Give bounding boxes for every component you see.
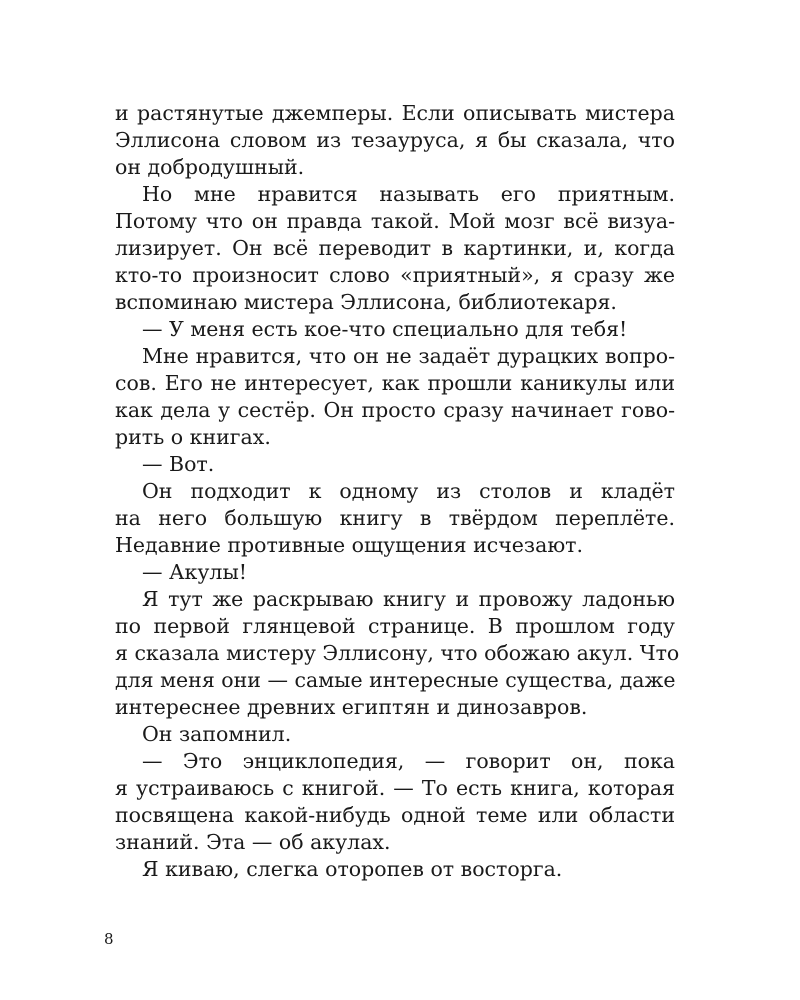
text-line: Потому что он правда такой. Мой мозг всё визуа- (115, 209, 675, 233)
text-line: — Вот. (142, 452, 215, 476)
text-line: Он подходит к одному из столов и кладёт (142, 479, 675, 503)
text-line: Мне нравится, что он не задаёт дурацких вопро- (142, 344, 675, 368)
body-text (115, 100, 680, 883)
text-line: знаний. Эта — об акулах. (115, 830, 391, 854)
text-line: Недавние противные ощущения исчезают. (115, 533, 584, 557)
text-line: интереснее древних египтян и динозавров. (115, 695, 588, 719)
text-line: Я тут же раскрываю книгу и провожу ладонью (142, 587, 675, 611)
text-line: сов. Его не интересует, как прошли каникулы или (115, 371, 675, 395)
text-line: — Акулы! (142, 560, 247, 584)
text-line: рить о книгах. (115, 425, 271, 449)
text-line: он добродушный. (115, 155, 305, 179)
text-line: как дела у сестёр. Он просто сразу начинает гово- (115, 398, 675, 422)
text-line: на него большую книгу в твёрдом переплёте. (115, 506, 675, 530)
text-line: — Это энциклопедия, — говорит он, пока (142, 749, 675, 773)
text-line: посвящена какой-нибудь одной теме или области (115, 803, 675, 827)
page-number: 8 (104, 930, 114, 948)
text-line: Он запомнил. (142, 722, 292, 746)
text-line: для меня они — самые интересные существа, даже (115, 668, 676, 692)
text-line: — У меня есть кое-что специально для тебя! (142, 317, 628, 341)
text-line: вспоминаю мистера Эллисона, библиотекаря. (115, 290, 617, 314)
text-line: кто-то произносит слово «приятный», я сразу же (115, 263, 675, 287)
text-line: по первой глянцевой странице. В прошлом году (115, 614, 675, 638)
text-line: я устраиваюсь с книгой. — То есть книга, которая (115, 776, 675, 800)
text-line: лизирует. Он всё переводит в картинки, и, когда (115, 236, 675, 260)
text-line: я сказала мистеру Эллисону, что обожаю акул. Что (115, 641, 680, 665)
text-line: Но мне нравится называть его приятным. (142, 182, 675, 206)
text-line: Эллисона словом из тезауруса, я бы сказала, что (115, 128, 675, 152)
text-line: и растянутые джемперы. Если описывать мистера (115, 101, 675, 125)
text-line: Я киваю, слегка оторопев от восторга. (142, 857, 563, 881)
